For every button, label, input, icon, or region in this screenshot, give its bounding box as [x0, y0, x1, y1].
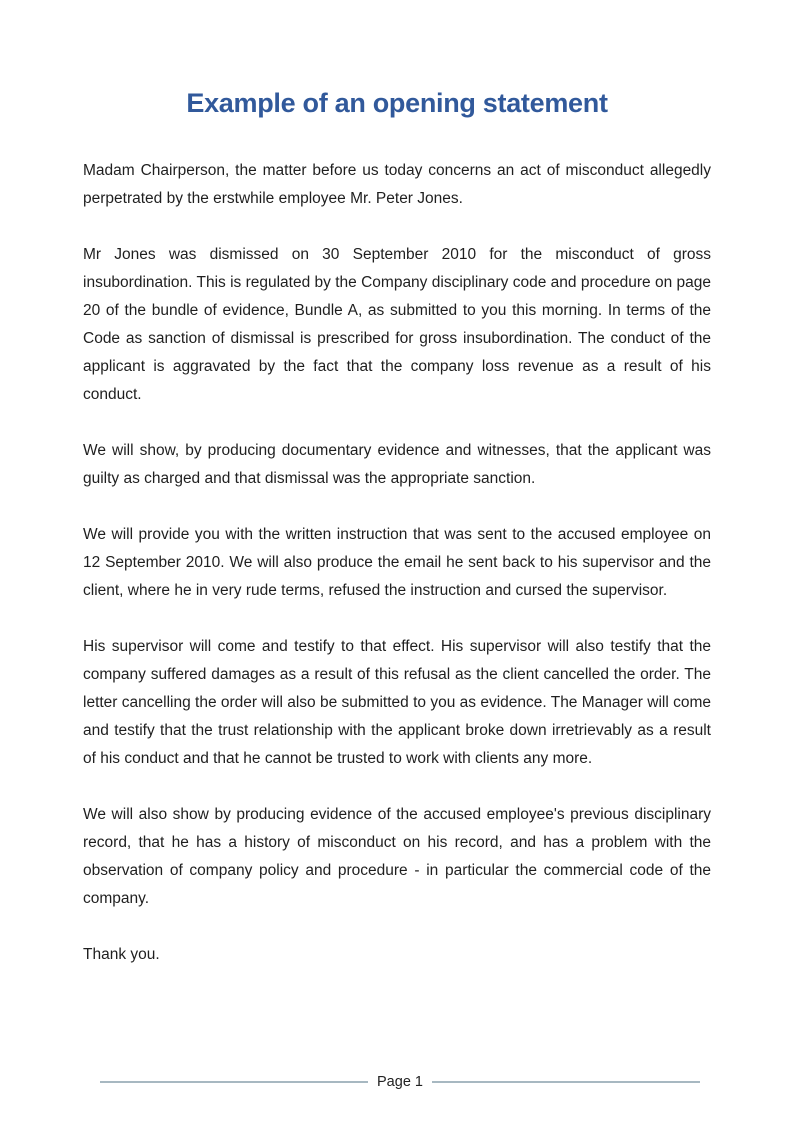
paragraph-closing: Thank you.: [83, 946, 160, 963]
footer-rule-right: [432, 1081, 700, 1083]
paragraph-intro: Madam Chairperson, the matter before us today concerns an act of misconduct allegedly perpetrated by the erstwhile employee Mr. Peter Jones.: [83, 162, 711, 207]
footer-rule-left: [100, 1081, 368, 1083]
paragraph-dismissal: Mr Jones was dismissed on 30 September 2010 for the misconduct of gross insubordination. This is regulated by the Company disciplinary code and procedure on page 20 of the bundle of evidence, Bundle A, as submitted to you this morning. In terms of the Code as sanction of dismissal is prescribed for gross insubordination. The conduct of the applicant is aggravated by the fact that the company loss revenue as a result of his conduct.: [83, 246, 711, 403]
paragraph-supervisor-testimony: His supervisor will come and testify to that effect. His supervisor will also testify that the company suffered damages as a result of this refusal as the client cancelled the order. The letter cancelling the order will also be submitted to you as evidence. The Manager will come and testify that the trust relationship with the applicant broke down irretrievably as a result of his conduct and that he cannot be trusted to work with clients any more.: [83, 638, 711, 767]
paragraph-evidence: We will show, by producing documentary evidence and witnesses, that the applicant was guilty as charged and that dismissal was the appropriate sanction.: [83, 442, 711, 487]
page-number: Page 1: [377, 1074, 423, 1090]
page-footer: [100, 1068, 700, 1096]
paragraph-disciplinary-record: We will also show by producing evidence of the accused employee's previous disciplinary record, that he has a history of misconduct on his record, and has a problem with the observation of company policy and procedure - in particular the commercial code of the company.: [83, 806, 711, 907]
page-title: Example of an opening statement: [186, 88, 608, 118]
paragraph-instruction: We will provide you with the written instruction that was sent to the accused employee on 12 September 2010. We will also produce the email he sent back to his supervisor and the client, where he in very rude terms, refused the instruction and cursed the supervisor.: [83, 526, 711, 599]
